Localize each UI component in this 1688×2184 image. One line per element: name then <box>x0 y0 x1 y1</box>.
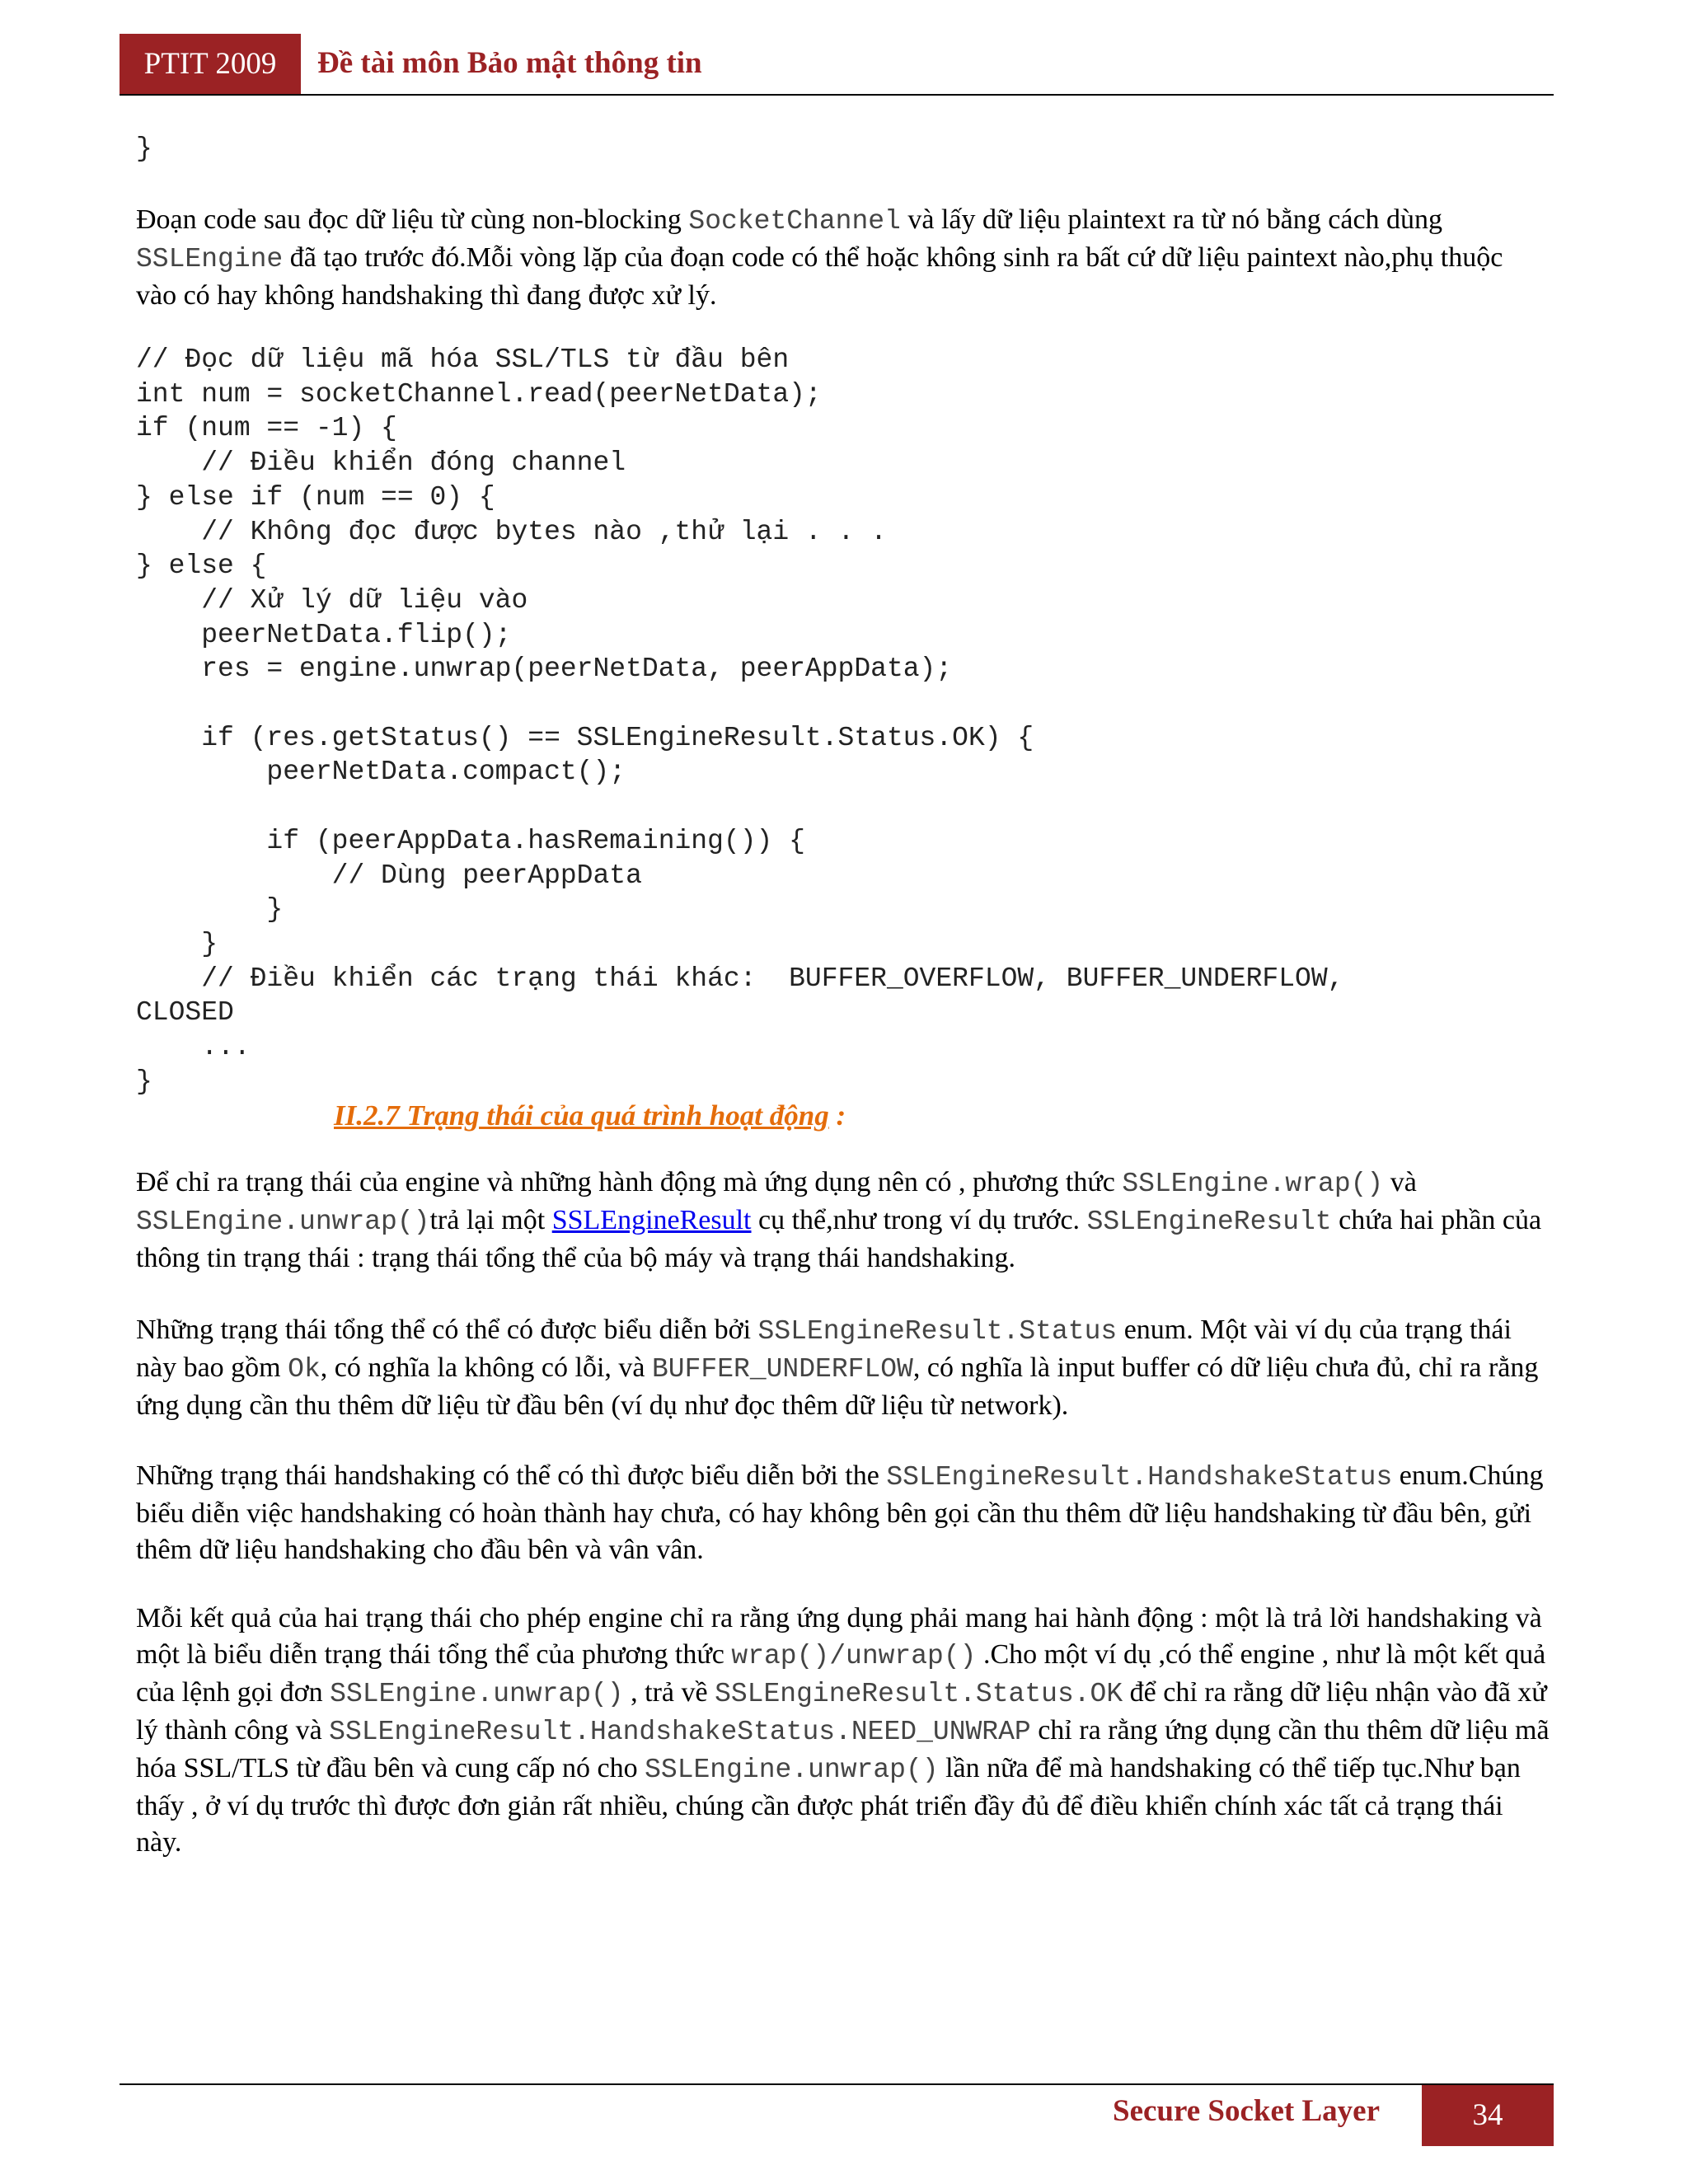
p4-text-2: .Cho một ví dụ ,có thể engine , như là một kết quả của lệnh gọi đơn <box>136 1639 1546 1708</box>
p2-text-4: , có nghĩa là input buffer có dữ liệu chưa đủ, chỉ ra rằng ứng dụng cần thu thêm dữ liệu từ đầu bên (ví dụ như đọc thêm dữ liệu từ network). <box>136 1352 1539 1421</box>
p1-text-2: và <box>1383 1167 1417 1197</box>
closing-brace: } <box>136 134 152 164</box>
p1-text-3: trả lại một <box>429 1205 552 1235</box>
footer-divider <box>120 2083 1554 2085</box>
intro-code-sslengine: SSLEngine <box>136 244 284 274</box>
p2-text-1: Những trạng thái tổng thể có thể có được biểu diễn bởi <box>136 1315 758 1345</box>
paragraph-3 <box>136 1458 1550 1568</box>
p4-text-6: lần nữa để mà handshaking có thể tiếp tục.Như bạn thấy , ở ví dụ trước thì được đơn giản rất nhiều, chúng cần được phát triển đầy đủ để điều khiển chính xác tất cả trạng thái này. <box>136 1753 1521 1858</box>
paragraph-4 <box>136 1601 1550 1861</box>
header-badge: PTIT 2009 <box>120 34 301 95</box>
intro-text-2: và lấy dữ liệu plaintext ra từ nó bằng cách dùng <box>900 204 1443 235</box>
page-number: 34 <box>1422 2085 1554 2146</box>
header-divider <box>120 94 1554 96</box>
section-heading <box>334 1099 846 1132</box>
footer-title: Secure Socket Layer <box>1113 2094 1381 2128</box>
p4-code-unwrap: SSLEngine.unwrap() <box>330 1679 624 1709</box>
p3-text-1: Những trạng thái handshaking có thể có thì được biểu diễn bởi the <box>136 1460 887 1491</box>
p3-code-handshakestatus: SSLEngineResult.HandshakeStatus <box>886 1462 1393 1493</box>
p2-code-status: SSLEngineResult.Status <box>757 1316 1118 1347</box>
section-heading-suffix: : <box>828 1099 846 1132</box>
p4-code-status-ok: SSLEngineResult.Status.OK <box>715 1679 1123 1709</box>
p4-text-3: , trả về <box>623 1677 715 1708</box>
p2-code-underflow: BUFFER_UNDERFLOW <box>652 1354 913 1385</box>
p4-text-1: Mỗi kết quả của hai trạng thái cho phép engine chỉ ra rằng ứng dụng phải mang hai hành động : một là trả lời handshaking và một là biểu diễn trạng thái tổng thể của phương thức <box>136 1603 1542 1670</box>
p1-text-4: cụ thể,như trong ví dụ trước. <box>751 1205 1087 1235</box>
p3-text-2: enum.Chúng biểu diễn việc handshaking có hoàn thành hay chưa, có hay không bên gọi cần thu thêm dữ liệu handshaking từ đầu bên, gửi thêm dữ liệu handshaking cho đầu bên và vân vân. <box>136 1460 1544 1565</box>
p2-text-3: , có nghĩa la không có lỗi, và <box>320 1352 652 1383</box>
p4-code-unwrap-2: SSLEngine.unwrap() <box>645 1755 939 1785</box>
paragraph-2 <box>136 1312 1550 1424</box>
p1-code-wrap: SSLEngine.wrap() <box>1122 1169 1384 1199</box>
p1-text-1: Để chỉ ra trạng thái của engine và những hành động mà ứng dụng nên có , phương thức <box>136 1167 1123 1197</box>
p4-text-5: chỉ ra rằng ứng dụng cần thu thêm dữ liệu mã hóa SSL/TLS từ đầu bên và cung cấp nó cho <box>136 1715 1550 1783</box>
header-title: Đề tài môn Bảo mật thông tin <box>317 46 702 80</box>
p1-code-unwrap: SSLEngine.unwrap() <box>136 1207 430 1237</box>
p4-text-4: để chỉ ra rằng dữ liệu nhận vào đã xử lý thành công và <box>136 1677 1547 1746</box>
intro-code-socketchannel: SocketChannel <box>688 206 901 237</box>
section-heading-title: II.2.7 Trạng thái của quá trình hoạt động <box>334 1099 829 1132</box>
intro-paragraph <box>136 202 1550 314</box>
paragraph-1 <box>136 1165 1550 1277</box>
p1-code-result: SSLEngineResult <box>1086 1207 1332 1237</box>
intro-text-1: Đoạn code sau đọc dữ liệu từ cùng non-blocking <box>136 204 689 235</box>
p2-text-2: enum. Một vài ví dụ của trạng thái này bao gồm <box>136 1315 1512 1383</box>
intro-text-3: đã tạo trước đó.Mỗi vòng lặp của đoạn code có thể hoặc không sinh ra bất cứ dữ liệu paintext nào,phụ thuộc vào có hay không handshaking thì đang được xử lý. <box>136 242 1503 311</box>
p4-code-wrap-unwrap: wrap()/unwrap() <box>731 1641 977 1671</box>
p2-code-ok: Ok <box>288 1354 321 1385</box>
sslengineresult-link[interactable]: SSLEngineResult <box>551 1205 752 1235</box>
p1-text-5: chứa hai phần của thông tin trạng thái : trạng thái tổng thể của bộ máy và trạng thái handshaking. <box>136 1205 1542 1273</box>
p4-code-need-unwrap: SSLEngineResult.HandshakeStatus.NEED_UNWRAP <box>329 1717 1031 1747</box>
code-block: // Đọc dữ liệu mã hóa SSL/TLS từ đầu bên int num = socketChannel.read(peerNetData); if (num == -1) { // Điều khiển đóng channel } else if (num == 0) { // Không đọc được bytes nào ,thử lại . . . } else { // Xử lý dữ liệu vào peerNetData.flip(); res = engine.unwrap(peerNetData, peerAppData); if (res.getStatus() == SSLEngineResult.Status.OK) { peerNetData.compact(); if (peerAppData.hasRemaining()) { // Dùng peerAppData } } // Điều khiển các trạng thái khác: BUFFER_OVERFLOW, BUFFER_UNDERFLOW, CLOSED ... } <box>136 344 1344 1097</box>
